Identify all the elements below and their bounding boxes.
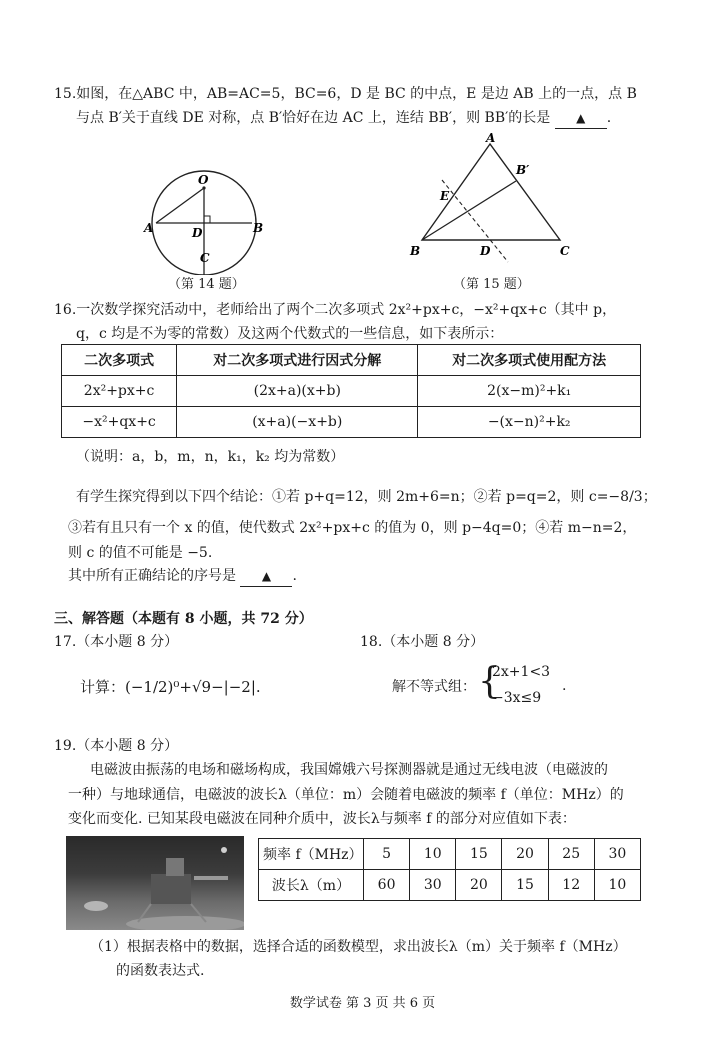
table-cell: 12 [548,870,594,901]
frequency-table [258,838,641,901]
q16-line2: q，c 均是不为零的常数）及这两个代数式的一些信息，如下表所示： [76,326,504,342]
table-row-label: 频率 f（MHz） [259,839,364,870]
table-cell: 25 [548,839,594,870]
fig15-label-C: C [560,244,570,258]
q17-body: 计算：(−1/2)⁰+√9−|−2|. [80,678,261,696]
table-header-cell: 对二次多项式使用配方法 [418,345,641,376]
q16-ask-text: 其中所有正确结论的序号是 [68,568,236,584]
table-cell: 30 [410,870,456,901]
table-cell: 2(x−m)²+k₁ [418,376,641,407]
q16-answer-blank [240,566,292,587]
fig15-label-A: A [486,131,496,145]
fig14-caption: （第 14 题） [168,277,245,292]
fig15-label-B: B [410,244,421,258]
lunar-probe-image [66,836,244,930]
q18-head: 18.（本小题 8 分） [360,634,485,650]
q15-end: . [606,110,612,126]
fig14-label-O: O [198,173,209,187]
fig15-label-Bp: B′ [516,163,530,177]
fig15-caption: （第 15 题） [453,277,530,292]
q16-end: . [292,568,297,584]
table-cell: −x²+qx+c [62,407,177,438]
table-cell: 20 [456,870,502,901]
q18-end: . [562,678,567,694]
answer-triangle-icon: ▲ [261,569,272,583]
table-header-row [62,345,641,376]
q16-ask [68,566,297,587]
q15-line1: 15.如图，在△ABC 中，AB=AC=5，BC=6，D 是 BC 的中点，E 是边 AB 上的一点，点 B [54,86,637,102]
q19-sub1-line2: 的函数表达式. [116,963,205,979]
q17-head: 17.（本小题 8 分） [54,634,179,650]
table-cell: (x+a)(−x+b) [177,407,418,438]
q19-p2: 一种）与地球通信，电磁波的波长λ（单位：m）会随着电磁波的频率 f（单位：MHz）的 [68,787,624,803]
fig14-label-B: B [253,221,264,235]
q18-ineq2: −3x≤9 [492,690,542,706]
q16-conclusion-3: 则 c 的值不可能是 −5. [68,545,213,561]
table-row [259,870,641,901]
table-cell: 60 [364,870,410,901]
lunar-probe-photo [66,836,244,930]
fig14-label-A: A [144,221,154,235]
q19-head: 19.（本小题 8 分） [54,738,179,754]
q19-p1: 电磁波由振荡的电场和磁场构成，我国嫦娥六号探测器就是通过无线电波（电磁波的 [90,762,608,778]
figure-15 [400,130,580,270]
q16-line1: 16.一次数学探究活动中，老师给出了两个二次多项式 2x²+px+c，−x²+qx+c（其中 p， [54,302,617,318]
q19-sub1-line1: （1）根据表格中的数据，选择合适的函数模型，求出波长λ（m）关于频率 f（MHz） [90,939,627,955]
page-footer: 数学试卷 第 3 页 共 6 页 [289,996,436,1011]
table-row-label: 波长λ（m） [259,870,364,901]
polynomial-table [61,344,641,438]
left-brace-icon: { [478,661,501,702]
table-cell: (2x+a)(x+b) [177,376,418,407]
table-cell: −(x−n)²+k₂ [418,407,641,438]
table-cell: 2x²+px+c [62,376,177,407]
table-row [259,839,641,870]
table-header-cell: 对二次多项式进行因式分解 [177,345,418,376]
q16-conclusion-1: 有学生探究得到以下四个结论：①若 p+q=12，则 2m+6=n；②若 p=q=2，则 c=−8/3； [76,489,657,505]
section-3-title: 三、解答题（本题有 8 小题，共 72 分） [54,611,313,627]
fig14-label-D: D [192,226,203,240]
table-cell: 5 [364,839,410,870]
fig15-label-D: D [480,244,491,258]
q16-conclusion-2: ③若有且只有一个 x 的值，使代数式 2x²+px+c 的值为 0，则 p−4q=0；④若 m−n=2， [68,520,637,536]
fig15-label-E: E [440,189,450,203]
table-row [62,376,641,407]
q19-p3: 变化而变化. 已知某段电磁波在同种介质中，波长λ与频率 f 的部分对应值如下表： [68,811,576,827]
q15-line2 [76,108,611,129]
table-cell: 20 [502,839,548,870]
table-row [62,407,641,438]
q18-label: 解不等式组： [392,679,476,695]
fig14-label-C: C [200,251,210,265]
table-cell: 30 [594,839,640,870]
figure-14 [140,150,290,275]
q16-note: （说明：a，b，m，n，k₁，k₂ 均为常数） [76,449,345,465]
table-cell: 15 [456,839,502,870]
q18-ineq1: 2x+1<3 [492,664,551,680]
table-cell: 15 [502,870,548,901]
table-cell: 10 [594,870,640,901]
q15-line2-text: 与点 B′关于直线 DE 对称，点 B′恰好在边 AC 上，连结 BB′，则 BB′的长是 [76,110,551,126]
table-header-cell: 二次多项式 [62,345,177,376]
table-cell: 10 [410,839,456,870]
answer-triangle-icon: ▲ [576,111,586,125]
q15-answer-blank [555,108,607,129]
